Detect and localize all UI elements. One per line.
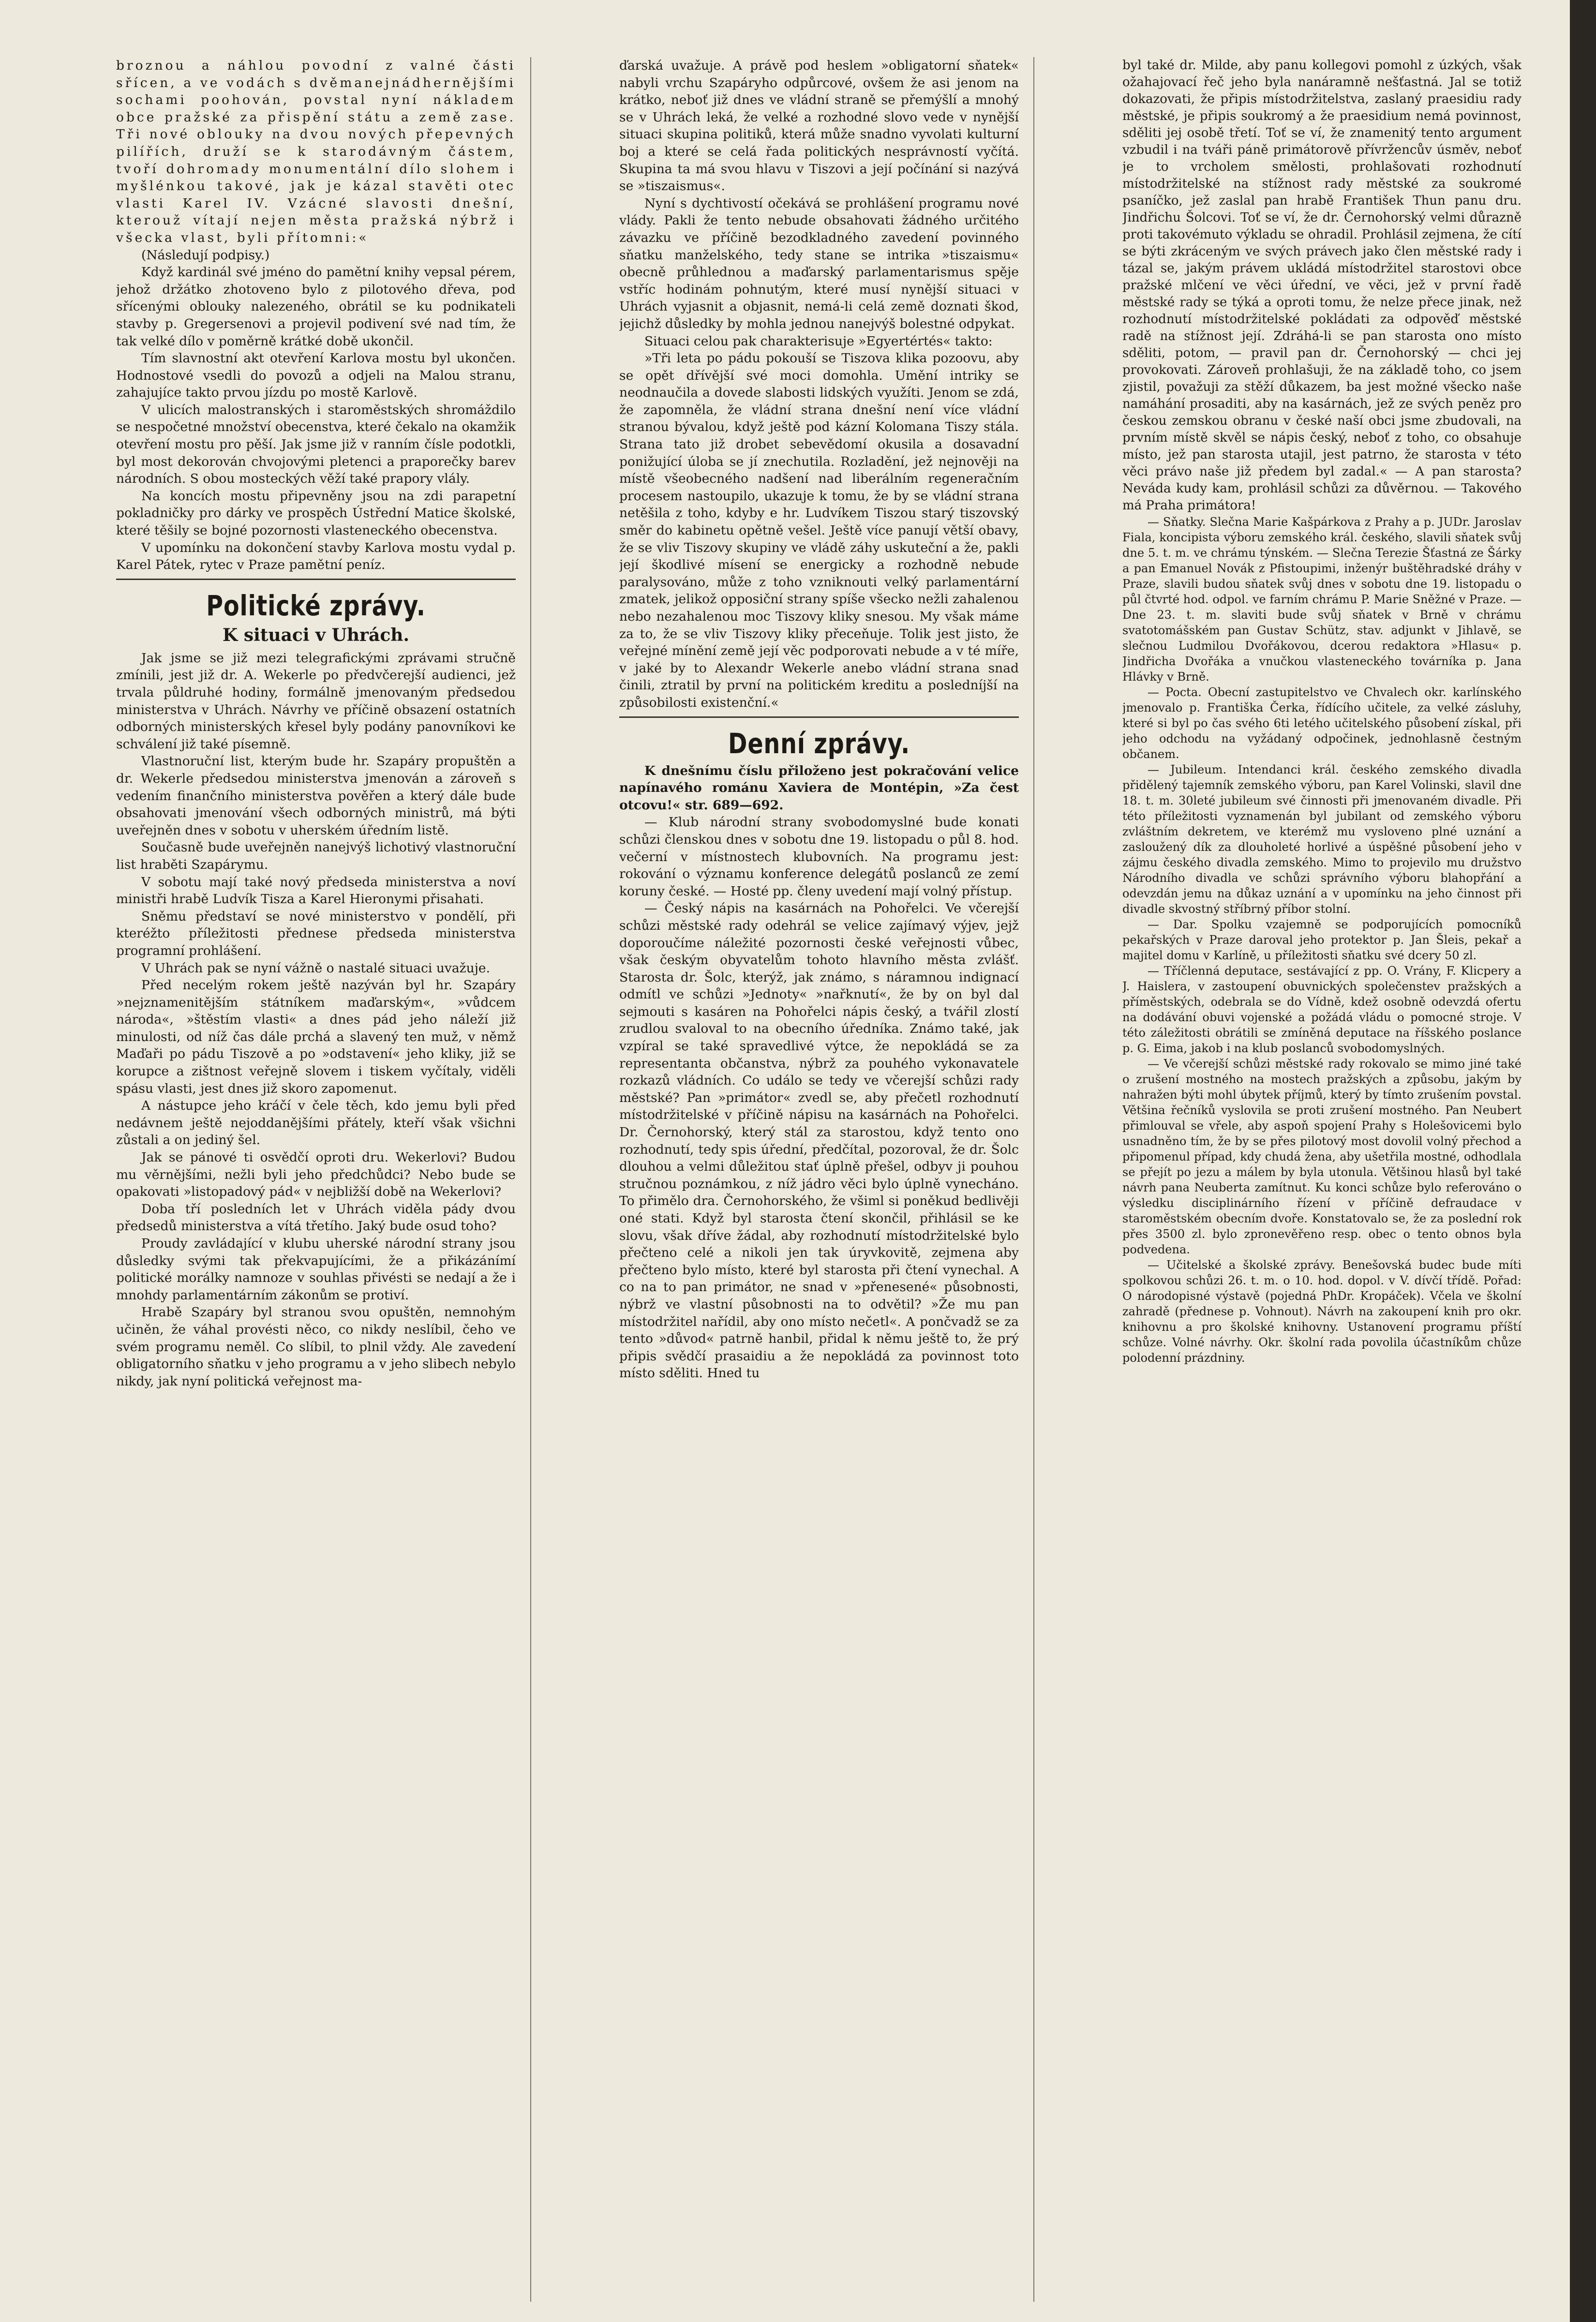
- paragraph: broznou a náhlou povodní z valné části sřícen, a ve vodách s dvěmanejnádhernějšími sochami poohován, povstal nyní nákladem obce pražské za přispění státu a země zase. Tři nové oblouky na dvou nových přepevných pilířích, druží se k starodávným částem, tvoří dohromady monumentální dílo slohem i myšlénkou takové, jak je kázal stavěti otec vlasti Karel IV. Vzácné slavosti dnešní, kterouž vítají nejen města pražská nýbrž i všecka vlast, byli přítomni:«: [116, 58, 516, 245]
- column-1: [116, 57, 516, 2302]
- paragraph: V upomínku na dokončení stavby Karlova mostu vydal p. Karel Pátek, rytec v Praze pamětní peníz.: [116, 540, 516, 573]
- paragraph: Doba tří posledních let v Uhrách viděla pády dvou předsedů ministerstva a vítá třetího. Jaký bude osud toho?: [116, 1201, 516, 1234]
- paragraph: Současně bude uveřejněn nanejvýš lichotivý vlastnoruční list hraběti Szapárymu.: [116, 840, 516, 872]
- section-divider: [116, 579, 516, 580]
- paragraph: V sobotu mají také nový předseda ministerstva a noví ministři hrabě Ludvík Tisza a Karel Hieronymi přisahati.: [116, 874, 516, 907]
- paragraph: — Sňatky. Slečna Marie Kašpárkova z Prahy a p. JUDr. Jaroslav Fiala, koncipista výboru zemského král. českého, slavili sňatek svůj dne 5. t. m. ve chrámu týnském. — Slečna Terezie Šťastná ze Šárky a pan Emanuel Novák z Pfistoupimi, inženýr buštěhradské dráhy v Praze, slavili budou sňatek svůj dnes v sobotu dne 19. listopadu o půl čtvrté hod. odpol. ve farním chrámu P. Marie Sněžné v Praze. — Dne 23. t. m. slaviti bude svůj sňatek v Brně v chrámu svatotomášském pan Gustav Schütz, stav. adjunkt v Jihlavě, se slečnou Ludmilou Dvořákovou, dcerou redaktora »Hlasu« p. Jindřicha Dvořáka a vnučkou vlasteneckého továrníka p. Jana Hlávky v Brně.: [1122, 515, 1521, 684]
- paragraph: Když kardinál své jméno do pamětní knihy vepsal pérem, jehož držátko zhotoveno bylo z pilotového dřeva, pod sřícenými oblouky nalezeného, obrátil se ku podnikateli stavby p. Gregersenovi a projevil podivení své nad tím, že tak velké dílo v poměrně krátké době ukončil.: [116, 265, 516, 349]
- paragraph: ďarská uvažuje. A právě pod heslem »obligatorní sňatek« nabyli vrchu Szapáryho odpůrcové, ovšem že asi jenom na krátko, neboť již dnes ve vládní straně se přemýšlí a mnohý se v Uhrách leká, že velké a rozhodné slovo vede v nynější situaci skupina politiků, která může snadno vyvolati kulturní boj a které se celá řada politických nesprávností vyčítá. Skupina ta má svou hlavu v Tiszovi a její počínání si nazývá se »tiszaismus«.: [619, 58, 1019, 194]
- page-edge: [1570, 0, 1596, 2322]
- paragraph: — Ve včerejší schůzi městské rady rokovalo se mimo jiné také o zrušení mostného na mostech pražských a způsobu, jakým by nahražen býti mohl úbytek příjmů, který by tímto zrušením povstal. Většina řečníků vyslovila se proti zrušení mostného. Pan Neubert přimlouval se vřele, aby aspoň spojení Prahy s Holešovicemi bylo usnadněno tím, že by se přes pilotový most dovolil volný přechod a připomenul případ, kdy chudá žena, aby ušetřila mostné, odhodlala se přejít po jezu a málem by byla utonula. Většinou hlasů byl také návrh pana Neuberta zamítnut. Ku konci schůze bylo referováno o výsledku disciplinárního řízení v příčině defraudace v staroměstském obecním dvoře. Konstatovalo se, že za poslední rok přes 3500 zl. bylo zpronevěřeno resp. obec o tento obnos byla podvedena.: [1122, 1057, 1521, 1256]
- paragraph: Proudy zavládající v klubu uherské národní strany jsou důsledky svými tak překvapujícími, že a přikázánímí politické morálky namnoze v souhlas přivésti se nedají a že i mnohdy parlamentárním zákonům se protiví.: [116, 1236, 516, 1303]
- paragraph: Jak se pánové ti osvědčí oproti dru. Wekerlovi? Budou mu věrnějšími, nežli byli jeho předchůdci? Nebo bude se opakovati »listopadový pád« v nejbližší době na Wekerlovi?: [116, 1150, 516, 1200]
- paragraph: — Tříčlenná deputace, sestávající z pp. O. Vrány, F. Klicpery a J. Haislera, v zastoupení obuvnických společenstev pražských a příměstských, odebrala se do Vídně, kdež osobně odevzdá ofertu na dodávání obuvi vojenské a požádá vládu o pomocné stroje. V této záležitosti obrátili se zmíněná deputace na říšského poslance p. G. Eima, jakob i na klub poslanců svobodomyslných.: [1122, 964, 1521, 1055]
- paragraph: Hrabě Szapáry byl stranou svou opuštěn, nemnohým učiněn, že váhal provésti něco, co nikdy neslíbil, čeho ve svém programu neměl. Co slíbil, to plnil vždy. Ale zavedení obligatorního sňatku v jeho programu a v jeho slibech nebylo nikdy, jak nyní politická veřejnost ma-: [116, 1305, 516, 1389]
- paragraph: K dnešnímu číslu přiloženo jest pokračování velice napínavého románu Xaviera de Montépin, »Za čest otcovu!« str. 689—692.: [619, 763, 1019, 813]
- paragraph: byl také dr. Milde, aby panu kollegovi pomohl z úzkých, však ožahajovací řeč jeho byla nanáramně nešťastná. Jal se totiž dokazovati, že připis místodržitelstva, zaslaný praesidiu rady městské, je připis soukromý a že praesidium nemá povinnost, sděliti jej osobě třetí. Toť se ví, že znamenitý tento argument vzbudil i na tváři páně primátorově přívržencův úsměv, neboť je to vrcholem smělosti, prohlašovati rozhodnutí místodržitelské na stížnost rady městské za soukromé psaníčko, jež zaslal pan hrabě František Thun panu dru. Jindřichu Šolcovi. Toť se ví, že dr. Černohorský velmi důrazně proti takovémuto výkladu se ohradil. Prohlásil zejmena, že cítí se býti zkráceným ve svých právech jako člen městské rady i tázal se, jakým právem ukládá místodržitel starostovi obce pražské mlčení ve věci úřední, ve věci, jež v první řadě městské rady se týká a oproti tomu, že nelze přece jinak, než rozhodnutí místodržitelské pokládati za odpověď městské radě na stížnost její. Zdráhá-li se pan starosta ono místo sděliti, potom, — pravil pan dr. Černohorský — chci jej provokovati. Zároveň prohlašuji, že na základě toho, co jsem zjistil, považuji za stěží důkazem, ba jest možné všecko naše namáhání prosaditi, aby na kasárnách, jež ze svých peněz pro českou zemskou obranu v české naší obci jsme zbudovali, na prvním místě skvěl se nápis český, neboť z toho, co obsahuje místo, jež pan starosta utajil, jest patrno, že starosta v této věci právo naše již předem byl zadal.« — A pan starosta? Neváda kudy kam, prohlásil schůzi za důvěrnou. — Takového má Praha primátora!: [1122, 58, 1521, 513]
- column-3: [1122, 57, 1521, 2302]
- paragraph: »Tři leta po pádu pokouší se Tiszova klika pozoovu, aby se opět dřívější své moci domohla. Umění intriky se neodnaučila a dovede slabosti lidských využíti. Jenom se zdá, že zapomněla, že vládní strana dnešní není více vládní stranou bývalou, když ještě pod kázní Kolomana Tiszy stála. Strana tato již drobet sebevědomí okusila a dosavadní ponižující úloba se jí znechutila. Rozladění, jež nejnověji na místě všeobecného nadšení nad liberálním regeneračním procesem nastoupilo, ukazuje k tomu, že by se vládní strana netěšila z toho, kdyby e hr. Ludvíkem Tiszou starý tiszovský směr do kabinetu opětně vešel. Ještě více panují větší obavy, že se vliv Tiszovy skupiny ve vládě záhy uskuteční a že, pakli její škodlivé mísení se energicky a rozhodně nebude paralysováno, může z toho vzniknouti velký parlamentární zmatek, jelikož opposiční strany spíše všecko nežli zahalenou nebo nezahalenou moc Tiszovy kliky snesou. My však máme za to, že se vliv Tiszovy kliky přeceňuje. Tolik jest jisto, že veřejné mínění země její věc podporovati nebude a v té míře, v jaké by to Alexandr Wekerle anebo vládní strana snad činili, ztratil by první na politickém kreditu a posledníjší na způsobilosti existenční.«: [619, 351, 1019, 710]
- paragraph: Nyní s dychtivostí očekává se prohlášení programu nové vlády. Pakli že tento nebude obsahovati žádného určitého závazku ve příčině bezodkladného zavedení povinného sňatku manželského, tedy stane se intrika »tiszaismu« obecně průhlednou a maďarský parlamentarismus spěje vstříc hodinám pohnutým, které musí nynější situaci v Uhrách vyjasnit a objasnit, nemá-li celá země doznati škod, jejichž důsledky by mohla jednou nanejvýš bolestné odpykat.: [619, 195, 1019, 331]
- paragraph: Na koncích mostu připevněny jsou na zdi parapetní pokladničky pro dárky ve prospěch Ústřední Matice školské, které těšily se bojné pozornosti vlasteneckého obecenstva.: [116, 488, 516, 538]
- paragraph: — Pocta. Obecní zastupitelstvo ve Chvalech okr. karlínského jmenovalo p. Františka Čerka, řídícího učitele, za velké zásluhy, které si byl po čas svého 6ti letého učitelského působení získal, při jeho odchodu na vyžádaný odpočinek, jednohlasně čestným občanem.: [1122, 685, 1521, 761]
- column-rule: [1033, 57, 1034, 2302]
- section-heading: Denní zprávy.: [728, 727, 910, 760]
- paragraph: Sněmu představí se nové ministerstvo v pondělí, při kteréžto příležitosti přednese předseda ministerstva programní prohlášení.: [116, 908, 516, 958]
- column-rule: [530, 57, 531, 2302]
- paragraph: Tím slavnostní akt otevření Karlova mostu byl ukončen. Hodnostové vsedli do povozů a odjeli na Malou stranu, zahajujíce takto prvou jízdu po mostě Karlově.: [116, 351, 516, 401]
- paragraph: — Český nápis na kasárnách na Pohořelci. Ve včerejší schůzi městské rady odehrál se velice zajímavý výjev, jejž doporoučíme náležité pozornosti české veřejnosti vůbec, však českým obyvatelům tohoto hlavního města zvlášť. Starosta dr. Šolc, kterýž, jak známo, s náramnou indignací odmítl ve schůzi »Jednoty« »nařknutí«, že by on byl dal sejmouti s kasáren na Pohořelci nápis český, a tvářil zlostí zrudlou svaloval to na obecního úředníka. Známo také, jak vzpíral se také spravedlivé výtce, že nepokládá se za representanta občanstva, nýbrž za pouhého vykonavatele rozkazů vládních. Co událo se tedy ve včerejší schůzi rady městské? Pan »primátor« zvedl se, aby přečetl rozhodnutí místodržitelské v příčině nápisu na kasárnách na Pohořelci. Dr. Černohorský, který stál za starostou, když tento ono rozhodnutí, tedy spis úřední, předčítal, pozoroval, že dr. Šolc dlouhou a velmi důležitou stať úplně přešel, odbyv ji pouhou stručnou poznámkou, z níž jádro věci bylo úplně vynecháno. To přimělo dra. Černohorského, že všiml si poněkud bedlivěji oné stati. Když byl starosta čtení skončil, přihlásil se ke slovu, však dříve žádal, aby rozhodnutí místodržitelské bylo přečteno celé a nikoli jen tak úryvkovitě, zejmena aby přečteno bylo místo, které byl starosta při čtení vynechal. A co na to pan primátor, ne snad v »přenesené« působnosti, nýbrž ve vlastní působnosti na to odvětil? »Že mu pan místodržitel nařídil, aby ono místo nečetl«. A pončvadž se za tento »důvod« patrně hanbil, přidal k němu ještě to, že prý připis svědčí prasaidiu a že nepokládá za povinnost toto místo sděliti. Hned tu: [619, 901, 1019, 1381]
- paragraph: — Klub národní strany svobodomyslné bude konati schůzi členskou dnes v sobotu dne 19. listopadu o půl 8. hod. večerní v místnostech klubovních. Na programu jest: rokování o významu konference delegátů poslanců ze zemí koruny české. — Hosté pp. členy uvedení mají volný přístup.: [619, 815, 1019, 899]
- paragraph: Vlastnoruční list, kterým bude hr. Szapáry propuštěn a dr. Wekerle předsedou ministerstva jmenován a zároveň s vedením finančního ministerstva pověřen a který dále bude obsahovati jmenování všech odborných ministrů, má býti uveřejněn dnes v sobotu v uherském úředním listě.: [116, 754, 516, 838]
- paragraph: A nástupce jeho kráčí v čele těch, kdo jemu byli před nedávnem ještě nejoddanějšími přátely, kteří však všichni zůstali a on jediný šel.: [116, 1098, 516, 1148]
- section-divider: [619, 716, 1019, 718]
- paragraph: Situaci celou pak charakterisuje »Egyertértés« takto:: [644, 333, 993, 349]
- paragraph: (Následují podpisy.): [141, 247, 270, 263]
- paragraph: — Dar. Spolku vzajemně se podporujících pomocníků pekařských v Praze daroval jeho protektor p. Jan Šleis, pekař a majitel domu v Karlíně, u příležitosti sňatku své dcery 50 zl.: [1122, 918, 1521, 962]
- column-2: [619, 57, 1019, 2302]
- paragraph: V Uhrách pak se nyní vážně o nastalé situaci uvažuje.: [141, 960, 491, 976]
- section-heading: Politické zprávy.: [206, 589, 426, 622]
- paragraph: Před necelým rokem ještě nazýván byl hr. Szapáry »nejznamenitějším státníkem maďarským«, »vůdcem národa«, »štěstím vlasti« a dnes pád jeho náleží již minulosti, od níž čas dále prchá a slavený ten muž, v němž Maďaři po pádu Tiszově a po »odstavení« jeho kliky, již se korupce a zištnost veřejně slovem i tiskem vyčítaly, viděli spásu vlasti, jest dnes již skoro zapomenut.: [116, 978, 516, 1096]
- article-heading: K situaci v Uhrách.: [223, 625, 409, 645]
- paragraph: — Jubileum. Intendanci král. českého zemského divadla přidělený tajemník zemského výboru, pan Karel Volinski, slavil dne 18. t. m. 30leté jubileum své činnosti při jmenovaném divadle. Při této příležitosti vyznamenán byl jubilant od zemského výboru zvláštním dekretem, ve kterémž mu vysloveno plné uznání a zasloužený dík za dlouholeté horlivé a úspěšné působení jeho v zájmu českého divadla zemského. Mimo to projevilo mu družstvo Národního divadla ve schůzi správního výboru blahopřání a odevzdán jemu na důkaz uznání a v upomínku na jeho činnost při divadle skvostný stříbrný příbor stolní.: [1122, 763, 1521, 916]
- paragraph: — Učitelské a školské zprávy. Benešovská budec bude míti spolkovou schůzi 26. t. m. o 10. hod. dopol. v V. dívčí třídě. Pořad: O národopisné výstavě (pojedná PhDr. Kropáček). Včela ve školní zahradě (přednese p. Vohnout). Návrh na zakoupení knih pro okr. knihovnu a pro školské knihovny. Ustanovení programu příští schůze. Volné návrhy. Okr. školní rada povolila účastníkům chůze polodenní prázdniny.: [1122, 1258, 1521, 1365]
- paragraph: V ulicích malostranských i staroměstských shromáždilo se nespočetné množství obecenstva, které čekalo na okamžik otevření mostu pro pěší. Jak jsme již v ranním čísle podotkli, byl most dekorován chvojovými pletenci a praporečky barev národních. S obou mosteckých věží také prapory vlály.: [116, 402, 516, 487]
- paragraph: Jak jsme se již mezi telegrafickými zprávami stručně zmínili, jest již dr. A. Wekerle po předvčerejší audienci, jež trvala půldruhé hodiny, formálně jmenovaným předsedou ministerstva v Uhrách. Návrhy ve příčině obsazení ostatních odborných ministerských křesel byly podány panovníkovi ke schválení již také písemně.: [116, 650, 516, 752]
